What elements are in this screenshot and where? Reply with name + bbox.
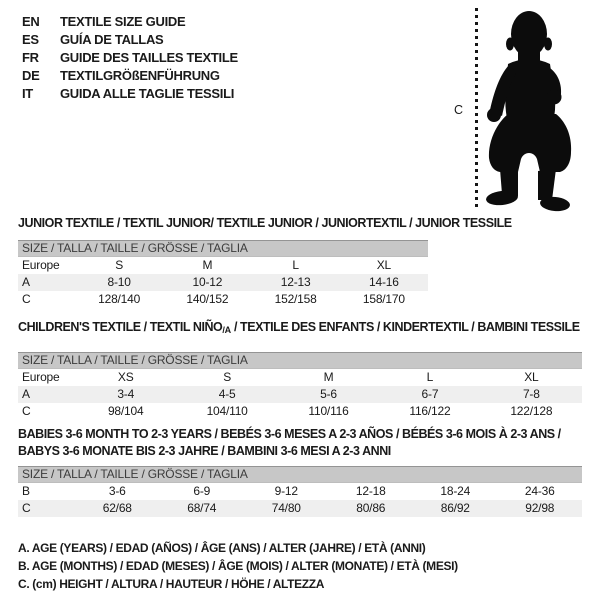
table-cell: 140/152 <box>186 292 229 306</box>
guide-title: GUÍA DE TALLAS <box>60 32 164 47</box>
language-row-it <box>22 85 238 103</box>
table-cell: S <box>223 370 232 384</box>
table-cell: 74/80 <box>271 501 301 515</box>
table-row-europe <box>18 369 582 386</box>
junior-size-header: SIZE / TALLA / TAILLE / GRÖSSE / TAGLIA <box>18 240 428 257</box>
table-cell: 98/104 <box>107 404 144 418</box>
height-measure-label: C <box>454 103 463 117</box>
table-cell: 14-16 <box>369 275 399 289</box>
table-cell: M <box>323 370 334 384</box>
toddler-silhouette-icon <box>484 2 600 214</box>
table-cell: 5-6 <box>320 387 337 401</box>
guide-title: TEXTILE SIZE GUIDE <box>60 14 186 29</box>
row-label: Europe <box>22 370 60 384</box>
table-row-height <box>18 500 582 517</box>
table-cell: L <box>426 370 434 384</box>
junior-size-table <box>18 240 428 308</box>
language-code: IT <box>22 86 33 101</box>
guide-title: GUIDA ALLE TAGLIE TESSILI <box>60 86 235 101</box>
table-row-europe <box>18 257 428 274</box>
table-cell: XL <box>524 370 539 384</box>
legend-age-months: B. AGE (MONTHS) / EDAD (MESES) / ÂGE (MOIS) / ALTER (MONATE) / ETÀ (MESI) <box>18 559 458 573</box>
table-cell: 116/122 <box>409 404 451 418</box>
language-code: ES <box>22 32 39 47</box>
row-label: C <box>22 404 31 418</box>
table-row-age <box>18 274 428 291</box>
table-cell: 24-36 <box>524 484 555 498</box>
language-code: EN <box>22 14 40 29</box>
height-measure-dashed-line <box>475 8 478 210</box>
babies-section-title <box>18 426 561 460</box>
language-code: FR <box>22 50 39 65</box>
language-title-list <box>22 13 238 103</box>
table-cell: M <box>202 258 213 272</box>
table-cell: 12-13 <box>280 275 311 289</box>
language-row-fr <box>22 49 238 67</box>
language-row-de <box>22 67 238 85</box>
table-cell: 4-5 <box>218 387 236 401</box>
table-cell: 18-24 <box>440 484 471 498</box>
legend-height: C. (cm) HEIGHT / ALTURA / HAUTEUR / HÖHE / ALTEZZA <box>18 577 325 591</box>
table-cell: 158/170 <box>362 292 405 306</box>
table-cell: 68/74 <box>187 501 217 515</box>
table-cell: 152/158 <box>274 292 317 306</box>
children-title-subscript: /A <box>222 325 231 335</box>
children-size-table <box>18 352 582 420</box>
children-title-pre: CHILDREN'S TEXTILE / TEXTIL NIÑO <box>18 320 223 334</box>
table-cell: 122/128 <box>510 404 553 418</box>
table-cell: 86/92 <box>440 501 470 515</box>
junior-section-title: JUNIOR TEXTILE / TEXTIL JUNIOR/ TEXTILE JUNIOR / JUNIORTEXTIL / JUNIOR TESSILE <box>18 216 512 230</box>
measure-legend <box>18 539 458 593</box>
table-row-height <box>18 291 428 308</box>
table-row-age <box>18 386 582 403</box>
table-cell: 12-18 <box>355 484 386 498</box>
table-cell: 104/110 <box>206 404 248 418</box>
babies-size-table <box>18 466 582 517</box>
row-label: A <box>22 387 30 401</box>
table-cell: 8-10 <box>107 275 131 289</box>
guide-title: TEXTILGRÖßENFÜHRUNG <box>60 68 220 83</box>
language-row-en <box>22 13 238 31</box>
guide-title: GUIDE DES TAILLES TEXTILE <box>60 50 238 65</box>
legend-age-years: A. AGE (YEARS) / EDAD (AÑOS) / ÂGE (ANS) / ALTER (JAHRE) / ETÀ (ANNI) <box>18 541 426 555</box>
table-cell: XS <box>117 370 134 384</box>
table-cell: 10-12 <box>192 275 223 289</box>
babies-title-line1: BABIES 3-6 MONTH TO 2-3 YEARS / BEBÉS 3-6 MESES A 2-3 AÑOS / BÉBÉS 3-6 MOIS À 2-3 ANS / <box>18 427 561 441</box>
table-cell: S <box>115 258 124 272</box>
table-cell: 80/86 <box>356 501 386 515</box>
table-cell: 92/98 <box>525 501 555 515</box>
table-cell: 7-8 <box>522 387 540 401</box>
table-cell: 3-6 <box>108 484 126 498</box>
table-cell: 110/116 <box>308 404 349 418</box>
table-row-height <box>18 403 582 420</box>
row-label: C <box>22 292 31 306</box>
language-row-es <box>22 31 238 49</box>
table-cell: 6-7 <box>421 387 439 401</box>
row-label: Europe <box>22 258 60 272</box>
children-title-post: / TEXTILE DES ENFANTS / KINDERTEXTIL / BAMBINI TESSILE <box>230 320 580 334</box>
table-cell: 128/140 <box>98 292 141 306</box>
children-size-header: SIZE / TALLA / TAILLE / GRÖSSE / TAGLIA <box>18 352 582 369</box>
babies-size-header: SIZE / TALLA / TAILLE / GRÖSSE / TAGLIA <box>18 466 582 483</box>
table-cell: L <box>292 258 299 272</box>
table-cell: 9-12 <box>274 484 298 498</box>
table-cell: XL <box>376 258 392 272</box>
row-label: C <box>22 501 31 515</box>
row-label: B <box>22 484 30 498</box>
language-code: DE <box>22 68 40 83</box>
table-cell: 62/68 <box>102 501 132 515</box>
children-section-title <box>18 319 580 339</box>
table-cell: 3-4 <box>117 387 135 401</box>
row-label: A <box>22 275 30 289</box>
babies-title-line2: BABYS 3-6 MONATE BIS 2-3 JAHRE / BAMBINI 3-6 MESI A 2-3 ANNI <box>18 444 391 458</box>
table-cell: 6-9 <box>193 484 211 498</box>
table-row-age-months <box>18 483 582 500</box>
